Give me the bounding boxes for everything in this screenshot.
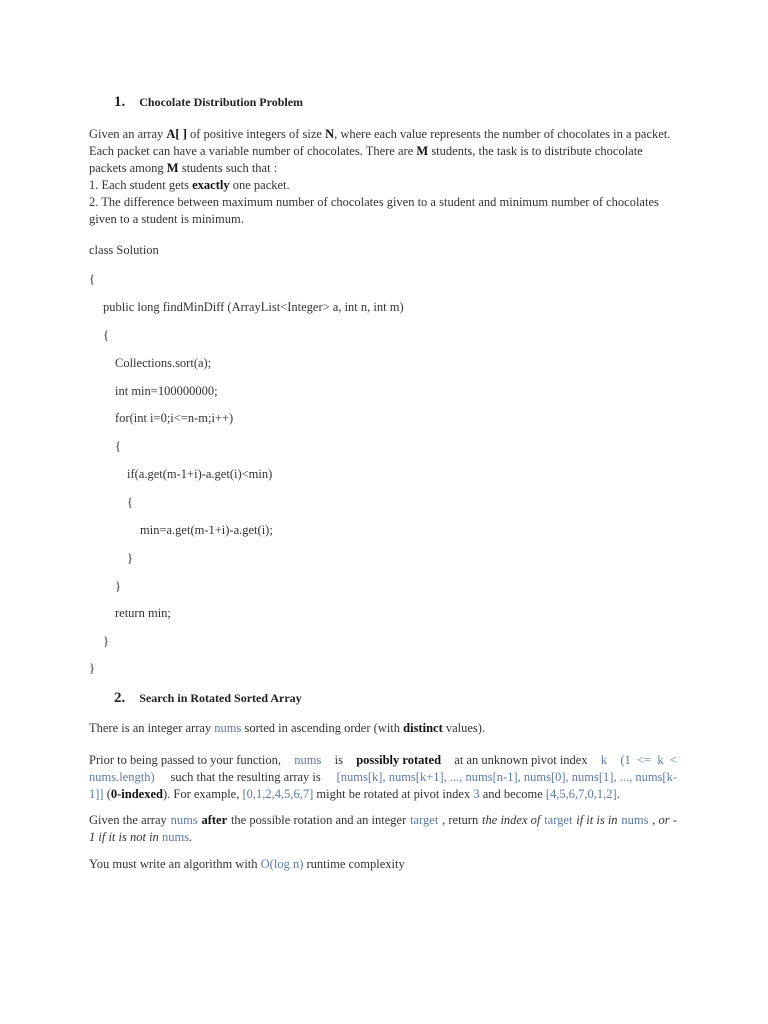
text: , return: [442, 813, 479, 827]
code-term: nums: [161, 830, 190, 844]
p2-line-2: [89, 769, 677, 786]
problem2-title: Search in Rotated Sorted Array: [139, 691, 302, 705]
code-line: class Solution: [89, 243, 159, 257]
text-bold: M: [416, 144, 429, 158]
desc-line-4: [89, 177, 670, 194]
code-line: }: [127, 551, 133, 565]
text: is: [334, 753, 343, 767]
text: Given the array: [89, 813, 167, 827]
code-term: [nums[k], nums[k+1], ..., nums[n-1], nums[0], nums[1], ..., nums[k-: [336, 770, 677, 784]
problem2-heading: [114, 690, 302, 707]
code-term: nums: [294, 753, 322, 767]
code-term: (1 <= k <: [620, 753, 677, 767]
text: Given an array: [89, 127, 167, 141]
text: and become: [479, 787, 546, 801]
text-bold: N: [325, 127, 335, 141]
text-bold: A[ ]: [166, 127, 187, 141]
code-term: nums: [170, 813, 198, 827]
text: students, the task is to distribute chocolate: [428, 144, 643, 158]
problem2-number: 2.: [114, 690, 126, 706]
problem2-para-4: [89, 857, 405, 872]
p2-line-3: [89, 786, 677, 803]
text: (: [103, 787, 111, 801]
code-line: }: [115, 579, 121, 593]
code-line: }: [103, 634, 109, 648]
code-line: for(int i=0;i<=n-m;i++): [115, 411, 234, 425]
text: such that the resulting array is: [170, 770, 321, 784]
text-italic: 1 if it is not in: [89, 830, 162, 844]
code-line: {: [127, 495, 133, 509]
code-term: [0,1,2,4,5,6,7]: [242, 787, 314, 801]
code-term: nums: [214, 721, 242, 735]
text-italic: the index of: [482, 813, 541, 827]
text: Prior to being passed to your function,: [89, 753, 281, 767]
text: sorted in ascending order (with: [241, 721, 404, 735]
problem1-description: [89, 126, 670, 228]
code-line: {: [115, 439, 121, 453]
desc-line-2: [89, 143, 670, 160]
problem2-para-3: [89, 812, 677, 846]
text: runtime complexity: [303, 857, 405, 871]
code-line: return min;: [115, 606, 171, 620]
code-line: Collections.sort(a);: [115, 356, 212, 370]
code-term: target: [544, 813, 573, 827]
text-italic: if it is in: [576, 813, 618, 827]
desc-line-6: given to a student is minimum.: [89, 212, 244, 226]
text-bold: after: [201, 813, 228, 827]
problem1-title: Chocolate Distribution Problem: [139, 95, 304, 109]
code-line: {: [103, 328, 109, 342]
text-bold: exactly: [192, 178, 230, 192]
code-line: int min=100000000;: [115, 384, 218, 398]
p2-line-1: [89, 752, 677, 769]
text: packets among: [89, 161, 167, 175]
text: values).: [442, 721, 486, 735]
text-italic: , or -: [652, 813, 677, 827]
code-term: target: [410, 813, 439, 827]
code-term: 1]]: [89, 787, 104, 801]
desc-line-3: [89, 160, 670, 177]
text-bold: 0-indexed: [110, 787, 163, 801]
text: might be rotated at pivot index: [313, 787, 474, 801]
code-term: k: [600, 753, 608, 767]
text: You must write an algorithm with: [89, 857, 261, 871]
text-italic: .: [189, 830, 193, 844]
text-bold: possibly rotated: [356, 753, 442, 767]
code-line: min=a.get(m-1+i)-a.get(i);: [140, 523, 273, 537]
desc-line-5: 2. The difference between maximum number of chocolates given to a student and minimum number of chocolates: [89, 195, 659, 209]
code-term: [4,5,6,7,0,1,2]: [545, 787, 617, 801]
p3-line-2: [89, 829, 677, 846]
problem2-para-1: [89, 721, 485, 736]
text-bold: distinct: [403, 721, 443, 735]
text: .: [616, 787, 620, 801]
code-term: O(log n): [260, 857, 304, 871]
code-line: public long findMinDiff (ArrayList<Integer> a, int n, int m): [103, 300, 404, 314]
text: Each packet can have a variable number of chocolates. There are: [89, 144, 417, 158]
text: There is an integer array: [89, 721, 215, 735]
problem1-heading: [114, 94, 303, 111]
desc-line-1: [89, 126, 670, 143]
text: the possible rotation and an integer: [230, 813, 407, 827]
text: ). For example,: [162, 787, 243, 801]
text: students such that :: [178, 161, 278, 175]
text: , where each value represents the number of chocolates in a packet.: [334, 127, 671, 141]
text: of positive integers of size: [186, 127, 326, 141]
code-term: nums: [621, 813, 649, 827]
text-bold: M: [166, 161, 179, 175]
p3-line-1: [89, 812, 677, 829]
code-line: if(a.get(m-1+i)-a.get(i)<min): [127, 467, 273, 481]
code-term: nums.length): [89, 770, 155, 784]
code-term: 3: [473, 787, 480, 801]
text: at an unknown pivot index: [454, 753, 588, 767]
code-line: }: [89, 661, 95, 675]
text: one packet.: [229, 178, 290, 192]
problem1-number: 1.: [114, 94, 126, 110]
problem2-para-2: [89, 752, 677, 803]
code-line: {: [89, 272, 95, 286]
text: 1. Each student gets: [89, 178, 193, 192]
